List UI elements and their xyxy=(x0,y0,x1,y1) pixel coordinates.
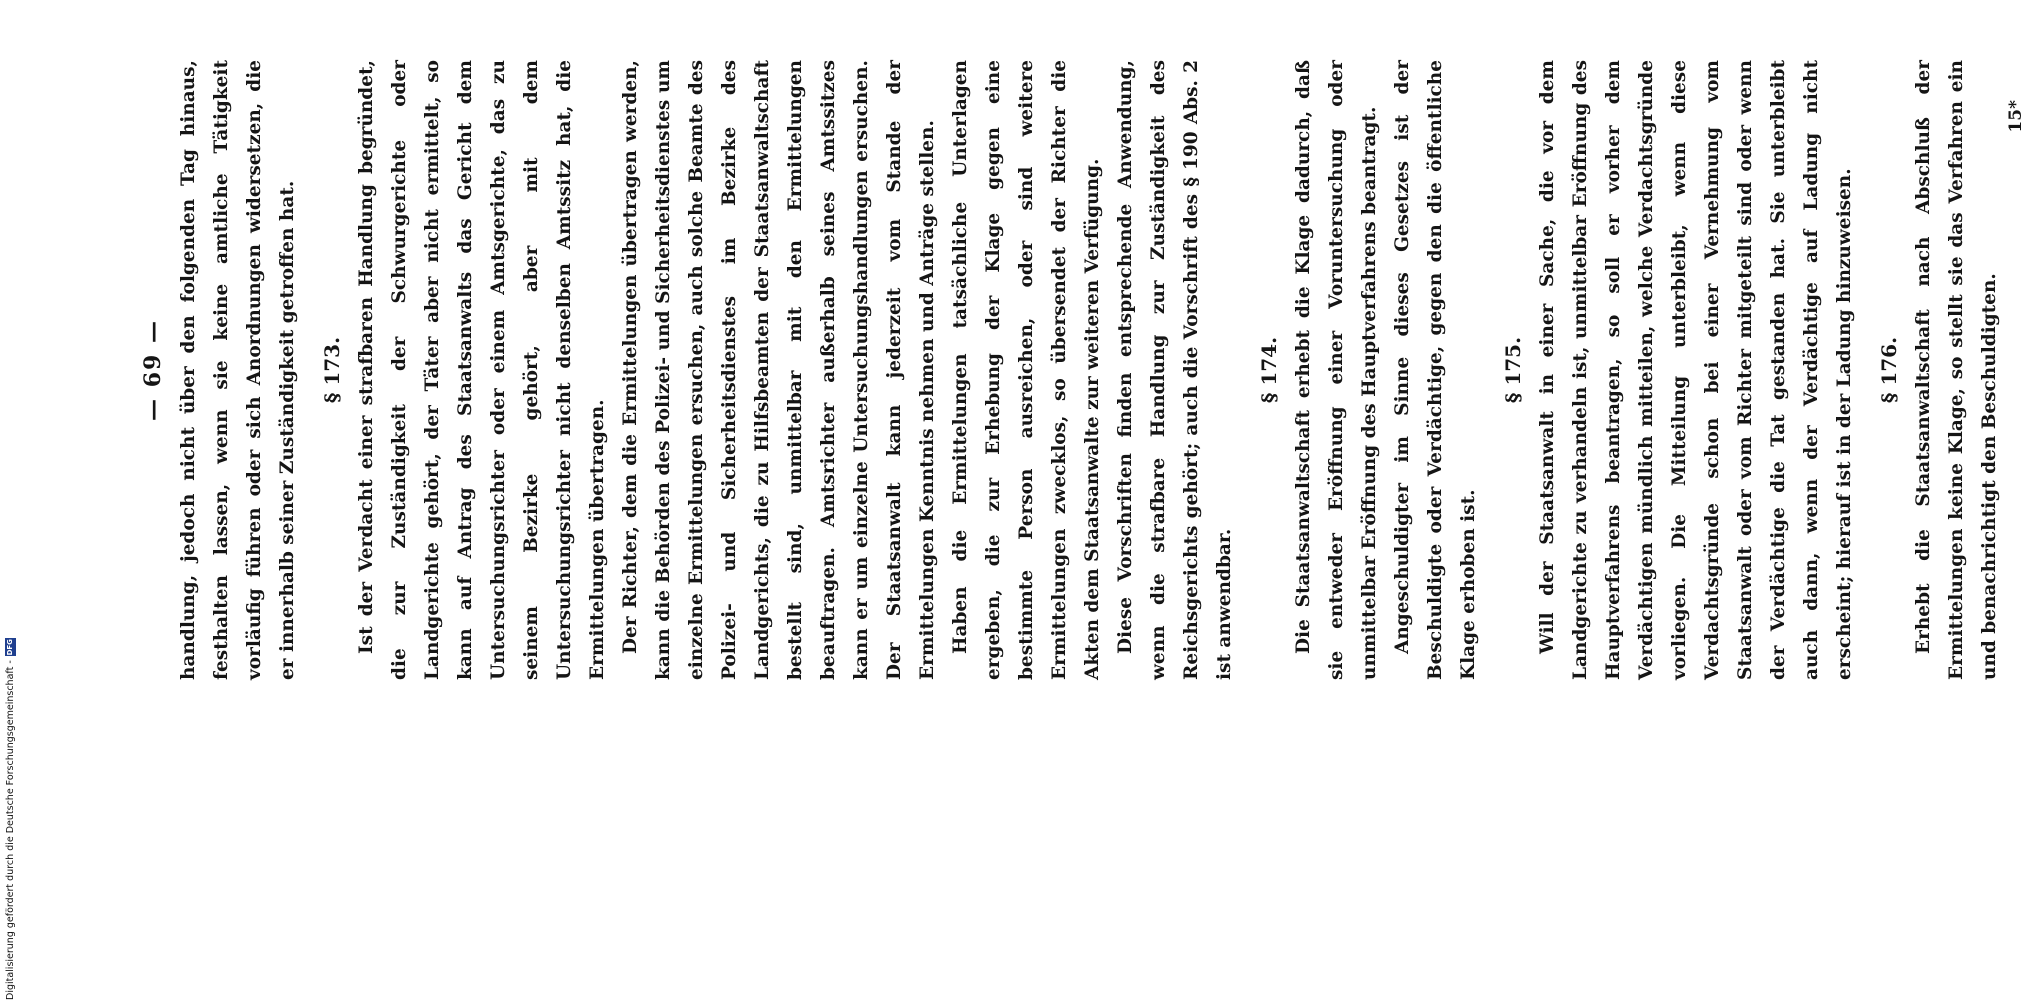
paragraph: Der Richter, dem die Ermittelungen übertragen werden, kann die Behörden des Polizei- und Sicherheitsdienstes um einzelne Ermittelungen ersuchen, auch solche Beamte des Polizei- und Sicherheitsdienstes im Bezirke des Landgerichts, die zu Hilfsbeamten der Staatsanwaltschaft bestellt sind, unmittelbar mit den Ermittelungen beauftragen. Amtsrichter außerhalb seines Amtssitzes kann er um einzelne Untersuchungshandlungen ersuchen. Der Staatsanwalt kann jederzeit vom Stande der Ermittelungen Kenntnis nehmen und Anträge stellen. xyxy=(620,60,938,680)
section-heading: § 174. xyxy=(1257,336,1281,404)
paragraph: Will der Staatsanwalt in einer Sache, die vor dem Landgerichte zu verhandeln ist, unmittelbar Eröffnung des Hauptverfahrens beantragen, so soll er vorher dem Verdächtigen mündlich mitteilen, welche Verdachtsgründe vorliegen. Die Mitteilung unterbleibt, wenn diese Verdachtsgründe schon bei einer Vernehmung vom Staatsanwalt oder vom Richter mitgeteilt sind oder wenn der Verdächtige die Tat gestanden hat. Sie unterbleibt auch dann, wenn der Verdächtige auf Ladung nicht erscheint; hierauf ist in der Ladung hinzuweisen. xyxy=(1537,60,1855,680)
section-heading: § 175. xyxy=(1501,336,1525,404)
section-175 xyxy=(1501,60,1861,680)
page-number: — 69 — xyxy=(140,319,166,421)
intro-paragraph: handlung, jedoch nicht über den folgenden Tag hinaus, festhalten lassen, wenn sie keine amtliche Tätigkeit vorläufig führen oder sich Anordnungen widersetzen, die er innerhalb seiner Zuständigkeit getroffen hat. xyxy=(178,60,298,680)
page-content xyxy=(140,20,2026,720)
paragraph: Die Staatsanwaltschaft erhebt die Klage dadurch, daß sie entweder Eröffnung einer Voruntersuchung oder unmittelbar Eröffnung des Hauptverfahrens beantragt. xyxy=(1293,60,1380,680)
digitization-note-text: Digitalisierung gefördert durch die Deutsche Forschungsgemeinschaft - xyxy=(4,660,16,1000)
section-173 xyxy=(320,60,1241,680)
paragraph: Haben die Ermittelungen tatsächliche Unterlagen ergeben, die zur Erhebung der Klage gegen eine bestimmte Person ausreichen, oder sind weitere Ermittelungen zwecklos, so übersendet der Richter die Akten dem Staatsanwalte zur weiteren Verfügung. xyxy=(950,60,1103,680)
paragraph: Diese Vorschriften finden entsprechende Anwendung, wenn die strafbare Handlung zur Zuständigkeit des Reichsgerichts gehört; auch die Vorschrift des § 190 Abs. 2 ist anwendbar. xyxy=(1115,60,1235,680)
rotated-page xyxy=(140,20,2026,720)
paragraph: Erhebt die Staatsanwaltschaft nach Abschluß der Ermittelungen keine Klage, so stellt sie das Verfahren ein und benachrichtigt den Beschuldigten. xyxy=(1913,60,2000,680)
digitization-note xyxy=(4,620,16,1000)
section-176 xyxy=(1877,60,2006,680)
section-174 xyxy=(1257,60,1485,680)
section-heading: § 176. xyxy=(1877,336,1901,404)
paragraph: Ist der Verdacht einer strafbaren Handlung begründet, die zur Zuständigkeit der Schwurgerichte oder Landgerichte gehört, der Täter aber nicht ermittelt, so kann auf Antrag des Staatsanwalts das Gericht dem Untersuchungsrichter oder einem Amtsgerichte, das zu seinem Bezirke gehört, aber mit dem Untersuchungsrichter nicht denselben Amtssitz hat, die Ermittelungen übertragen. xyxy=(356,60,608,680)
dfg-logo-icon: DFG xyxy=(5,639,14,656)
signature-mark: 15* xyxy=(2006,100,2026,133)
section-heading: § 173. xyxy=(320,336,344,404)
paragraph: Angeschuldigter im Sinne dieses Gesetzes ist der Beschuldigte oder Verdächtige, gegen den die öffentliche Klage erhoben ist. xyxy=(1392,60,1479,680)
